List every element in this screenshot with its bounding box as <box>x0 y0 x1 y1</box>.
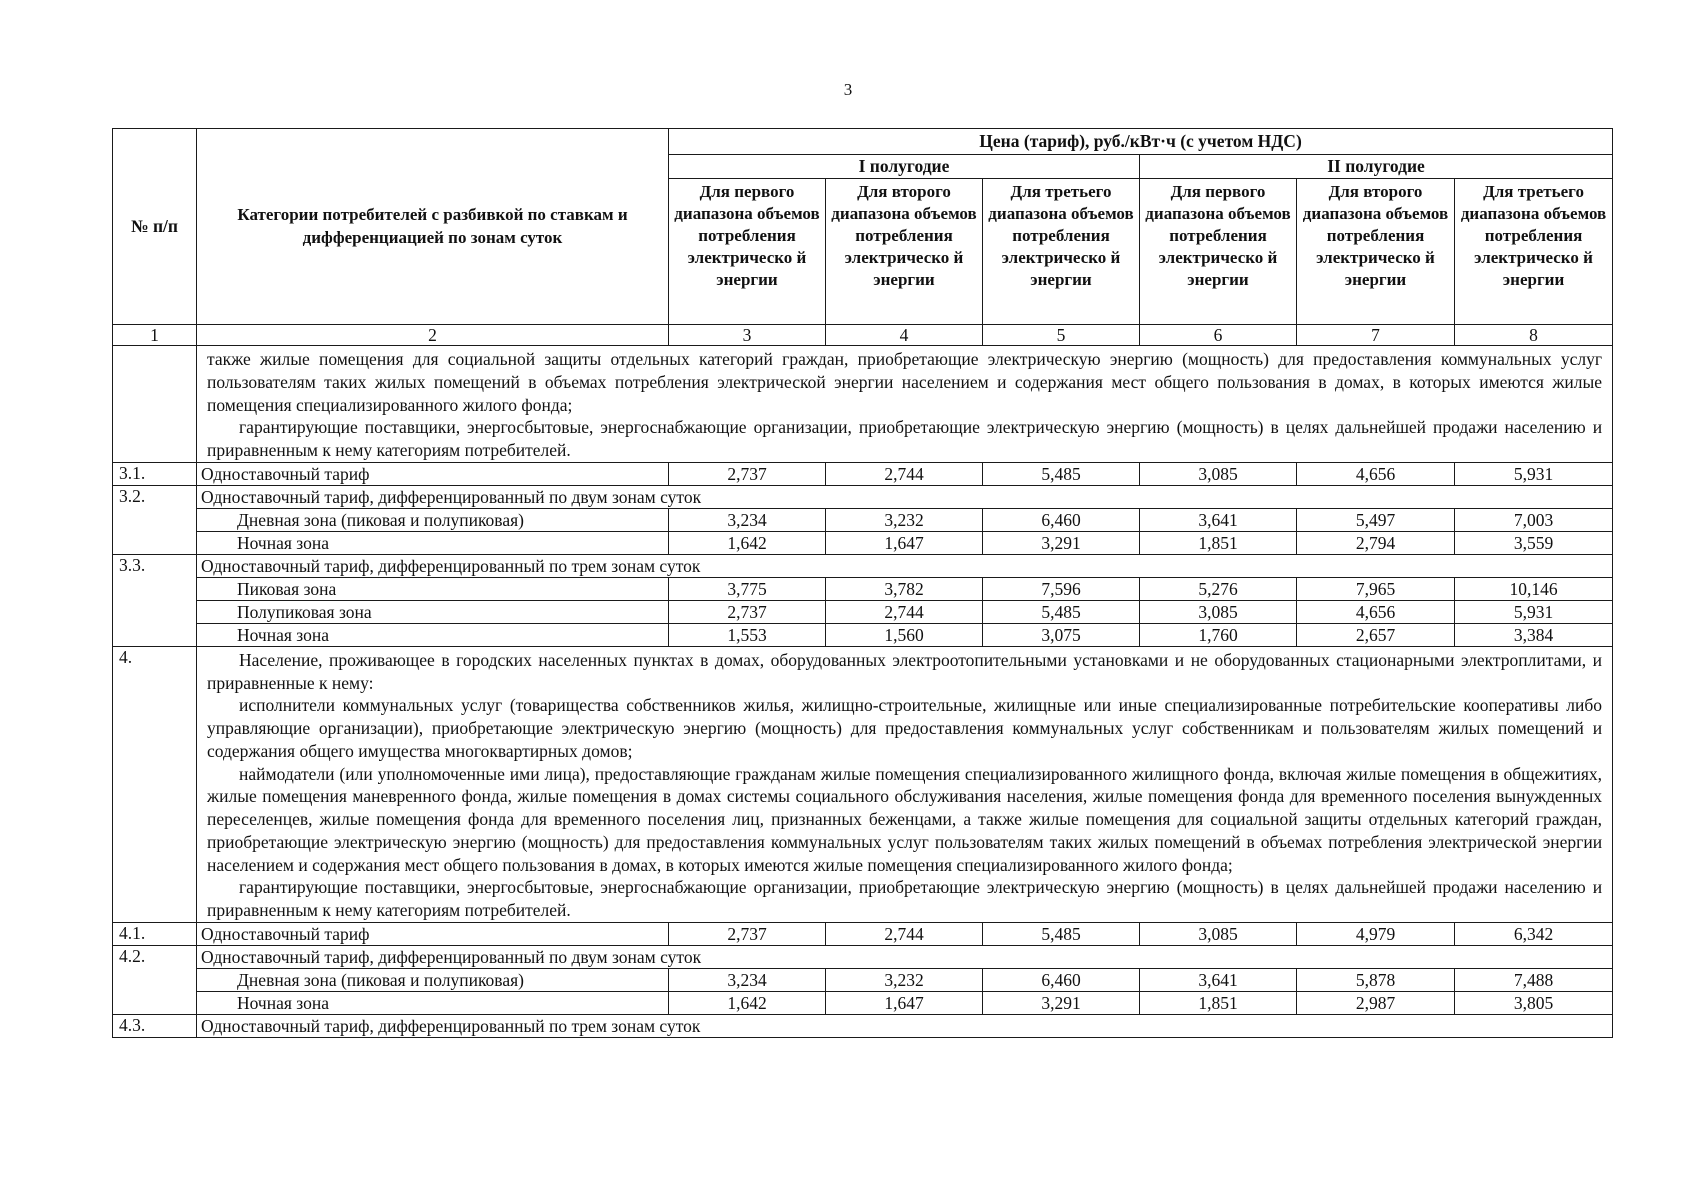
tariff-value: 2,737 <box>669 922 826 945</box>
table-row <box>113 991 1613 1014</box>
table-row <box>113 623 1613 646</box>
tariff-value: 5,485 <box>983 922 1140 945</box>
tariff-value: 3,234 <box>669 508 826 531</box>
tariff-value: 2,737 <box>669 462 826 485</box>
table-row <box>113 968 1613 991</box>
row-name: Ночная зона <box>197 531 669 554</box>
col-number: 5 <box>983 325 1140 346</box>
row-number: 3.3. <box>113 554 197 577</box>
row-number <box>113 600 197 623</box>
column-numbers-row <box>113 325 1613 346</box>
header-half-1: I полугодие <box>669 155 1140 179</box>
empty-cell <box>669 485 1613 508</box>
tariff-value: 5,276 <box>1140 577 1297 600</box>
table-row <box>113 485 1613 508</box>
tariff-value: 5,931 <box>1455 462 1613 485</box>
table-row <box>113 577 1613 600</box>
tariff-value: 3,232 <box>826 968 983 991</box>
tariff-value: 3,775 <box>669 577 826 600</box>
row-name: Одноставочный тариф, дифференцированный по трем зонам суток <box>197 554 669 577</box>
section4-paragraph-row <box>113 646 1613 922</box>
tariff-value: 1,851 <box>1140 991 1297 1014</box>
table-row <box>113 462 1613 485</box>
tariff-value: 3,085 <box>1140 600 1297 623</box>
tariff-value: 4,656 <box>1297 600 1455 623</box>
col-number: 6 <box>1140 325 1297 346</box>
paragraph-text: гарантирующие поставщики, энергосбытовые, энергоснабжающие организации, приобретающие электрическую энергию (мощность) в целях дальнейшей продажи населению и приравненным к нему категориям потребителей. <box>207 417 1603 461</box>
header-col-no: № п/п <box>113 129 197 325</box>
tariff-value: 5,485 <box>983 600 1140 623</box>
table-row <box>113 945 1613 968</box>
tariff-value: 3,085 <box>1140 922 1297 945</box>
tariff-value: 2,657 <box>1297 623 1455 646</box>
tariff-value: 6,460 <box>983 968 1140 991</box>
col-number: 1 <box>113 325 197 346</box>
row-number <box>113 577 197 600</box>
paragraph-text: гарантирующие поставщики, энергосбытовые, энергоснабжающие организации, приобретающие электрическую энергию (мощность) в целях дальнейшей продажи населению и приравненным к нему категориям потребителей. <box>207 877 1603 921</box>
tariff-value: 2,744 <box>826 600 983 623</box>
row-number: 4.1. <box>113 922 197 945</box>
tariff-value: 3,291 <box>983 531 1140 554</box>
row-name: Одноставочный тариф, дифференцированный по трем зонам суток <box>197 1014 669 1037</box>
tariff-value: 3,559 <box>1455 531 1613 554</box>
tariff-value: 1,851 <box>1140 531 1297 554</box>
tariff-value: 7,965 <box>1297 577 1455 600</box>
tariff-value: 3,232 <box>826 508 983 531</box>
tariff-value: 7,596 <box>983 577 1140 600</box>
row-number <box>113 623 197 646</box>
tariff-value: 3,782 <box>826 577 983 600</box>
tariff-value: 2,744 <box>826 922 983 945</box>
col-number: 2 <box>197 325 669 346</box>
tariff-value: 1,647 <box>826 991 983 1014</box>
header-h1-range-1: Для первого диапазона объемов потребления электрическо й энергии <box>669 179 826 325</box>
tariff-value: 6,460 <box>983 508 1140 531</box>
row-number <box>113 508 197 531</box>
col-number: 7 <box>1297 325 1455 346</box>
empty-cell <box>669 1014 1613 1037</box>
tariff-value: 4,979 <box>1297 922 1455 945</box>
row-number <box>113 991 197 1014</box>
tariff-value: 7,003 <box>1455 508 1613 531</box>
tariff-value: 5,485 <box>983 462 1140 485</box>
table-row <box>113 531 1613 554</box>
col-number: 8 <box>1455 325 1613 346</box>
table-row <box>113 554 1613 577</box>
tariff-value: 3,384 <box>1455 623 1613 646</box>
tariff-value: 1,647 <box>826 531 983 554</box>
row-number <box>113 346 197 463</box>
row-name: Дневная зона (пиковая и полупиковая) <box>197 508 669 531</box>
tariff-value: 1,553 <box>669 623 826 646</box>
section4-paragraph <box>197 646 1613 922</box>
row-name: Ночная зона <box>197 991 669 1014</box>
col-number: 4 <box>826 325 983 346</box>
row-number: 4.3. <box>113 1014 197 1037</box>
row-name: Ночная зона <box>197 623 669 646</box>
table-row <box>113 922 1613 945</box>
paragraph-text: Население, проживающее в городских населенных пунктах в домах, оборудованных электроотопительными установками и не оборудованных стационарными электроплитами, и приравненные к нему: <box>207 649 1603 693</box>
header-h1-range-3: Для третьего диапазона объемов потребления электрическо й энергии <box>983 179 1140 325</box>
header-half-2: II полугодие <box>1140 155 1613 179</box>
row-name: Одноставочный тариф <box>197 462 669 485</box>
intro-paragraph-row <box>113 346 1613 463</box>
tariff-value: 1,560 <box>826 623 983 646</box>
row-number: 4. <box>113 646 197 922</box>
empty-cell <box>669 554 1613 577</box>
tariff-value: 3,234 <box>669 968 826 991</box>
header-h2-range-1: Для первого диапазона объемов потребления электрическо й энергии <box>1140 179 1297 325</box>
header-price-title: Цена (тариф), руб./кВт·ч (с учетом НДС) <box>669 129 1613 155</box>
row-number <box>113 968 197 991</box>
paragraph-text: также жилые помещения для социальной защиты отдельных категорий граждан, приобретающие электрическую энергию (мощность) для предоставления коммунальных услуг пользователям таких жилых помещений в объемах потребления электрической энергии населением и содержания мест общего пользования в домах, в которых имеются жилые помещения специализированного жилого фонда; <box>207 349 1603 415</box>
header-h2-range-2: Для второго диапазона объемов потребления электрическо й энергии <box>1297 179 1455 325</box>
row-name: Полупиковая зона <box>197 600 669 623</box>
tariff-value: 3,641 <box>1140 968 1297 991</box>
intro-paragraph <box>197 346 1613 463</box>
tariff-value: 6,342 <box>1455 922 1613 945</box>
row-number: 4.2. <box>113 945 197 968</box>
header-h2-range-3: Для третьего диапазона объемов потребления электрическо й энергии <box>1455 179 1613 325</box>
tariff-value: 5,497 <box>1297 508 1455 531</box>
row-name: Пиковая зона <box>197 577 669 600</box>
page-number: 3 <box>843 80 853 99</box>
row-name: Одноставочный тариф, дифференцированный по двум зонам суток <box>197 945 669 968</box>
tariff-value: 3,641 <box>1140 508 1297 531</box>
header-h1-range-2: Для второго диапазона объемов потребления электрическо й энергии <box>826 179 983 325</box>
table-row <box>113 1014 1613 1037</box>
row-name: Одноставочный тариф, дифференцированный по двум зонам суток <box>197 485 669 508</box>
tariff-value: 1,760 <box>1140 623 1297 646</box>
row-number: 3.2. <box>113 485 197 508</box>
row-name: Одноставочный тариф <box>197 922 669 945</box>
tariff-value: 2,737 <box>669 600 826 623</box>
tariff-value: 4,656 <box>1297 462 1455 485</box>
paragraph-text: наймодатели (или уполномоченные ими лица), предоставляющие гражданам жилые помещения специализированного жилищного фонда, включая жилые помещения в общежитиях, жилые помещения маневренного фонда, жилые помещения в домах системы социального обслуживания населения, жилые помещения фонда для временного поселения вынужденных переселенцев, жилые помещения фонда для временного поселения лиц, признанных беженцами, а также жилые помещения для социальной защиты отдельных категорий граждан, приобретающие электрическую энергию (мощность) для предоставления коммунальных услуг пользователям таких жилых помещений в объемах потребления электрической энергии населением и содержания мест общего пользования в домах, в которых имеются жилые помещения специализированного жилого фонда; <box>207 763 1603 875</box>
tariff-value: 10,146 <box>1455 577 1613 600</box>
tariff-value: 1,642 <box>669 991 826 1014</box>
paragraph-text: исполнители коммунальных услуг (товарищества собственников жилья, жилищно-строительные, жилищные или иные специализированные потребительские кооперативы либо управляющие организации), приобретающие электрическую энергию (мощность) для предоставления коммунальных услуг собственникам и пользователям жилых помещений и содержания общего имущества многоквартирных домов; <box>207 695 1603 761</box>
tariff-value: 3,085 <box>1140 462 1297 485</box>
tariff-value: 3,805 <box>1455 991 1613 1014</box>
row-number <box>113 531 197 554</box>
table-row <box>113 600 1613 623</box>
row-name: Дневная зона (пиковая и полупиковая) <box>197 968 669 991</box>
tariff-value: 2,794 <box>1297 531 1455 554</box>
row-number: 3.1. <box>113 462 197 485</box>
tariff-value: 2,987 <box>1297 991 1455 1014</box>
tariff-value: 3,075 <box>983 623 1140 646</box>
col-number: 3 <box>669 325 826 346</box>
empty-cell <box>669 945 1613 968</box>
tariff-value: 1,642 <box>669 531 826 554</box>
tariff-value: 5,931 <box>1455 600 1613 623</box>
tariff-value: 2,744 <box>826 462 983 485</box>
tariff-value: 7,488 <box>1455 968 1613 991</box>
tariff-value: 5,878 <box>1297 968 1455 991</box>
tariff-value: 3,291 <box>983 991 1140 1014</box>
table-row <box>113 508 1613 531</box>
tariff-table <box>112 128 1613 1038</box>
header-col-category: Категории потребителей с разбивкой по ставкам и дифференциацией по зонам суток <box>197 129 669 325</box>
